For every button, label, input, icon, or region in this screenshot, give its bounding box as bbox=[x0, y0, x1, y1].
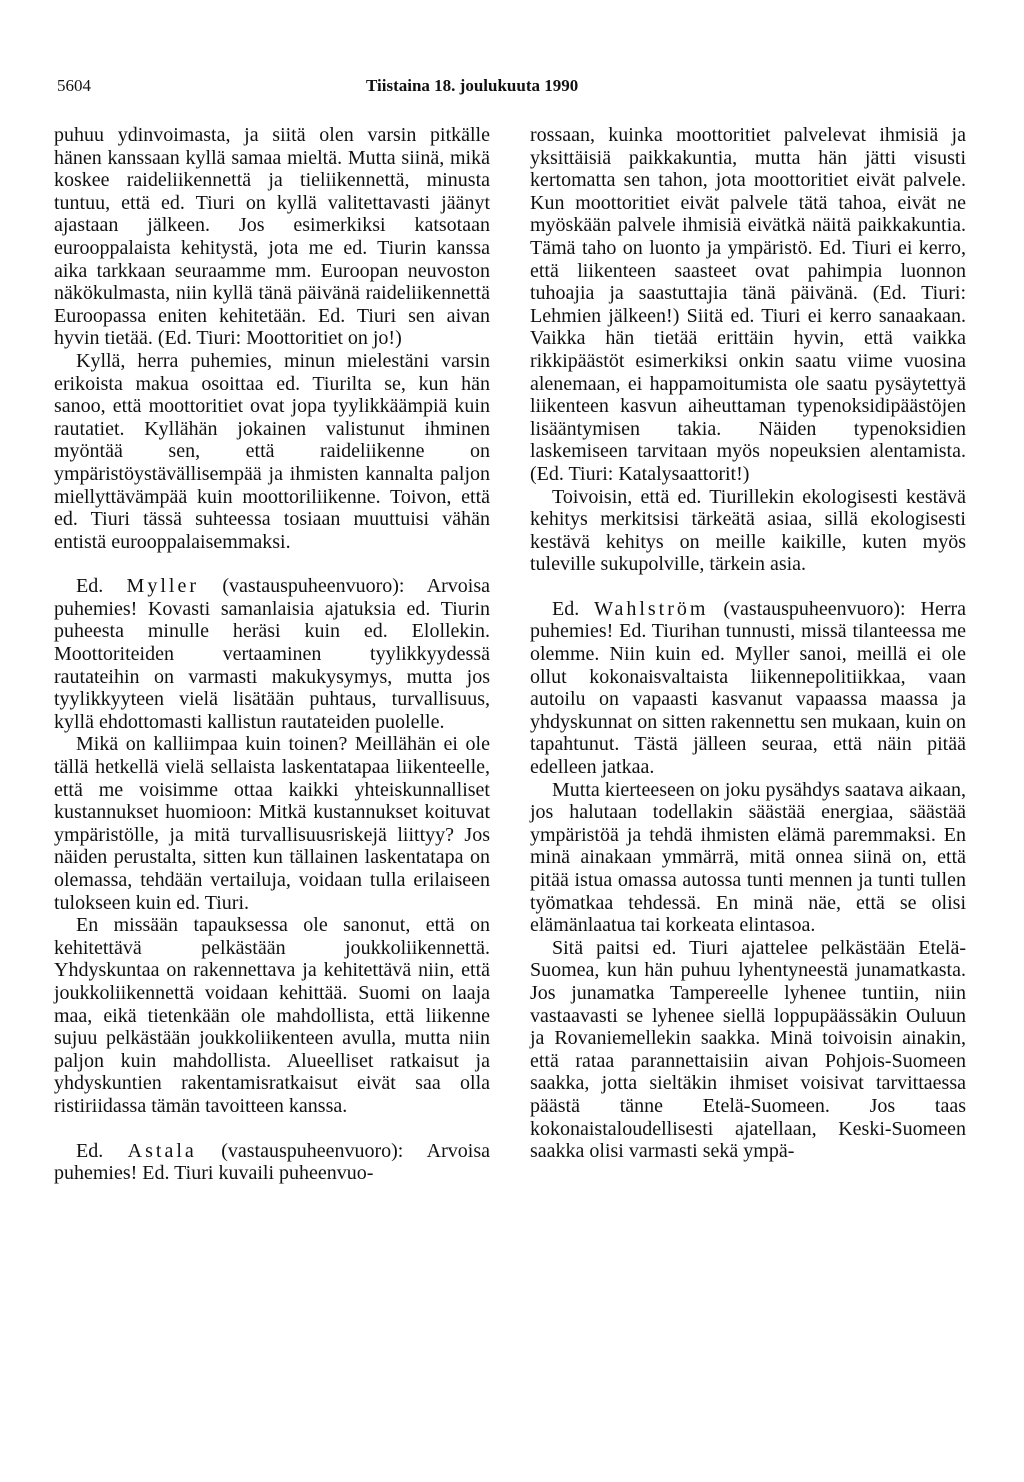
speaker-prefix: Ed. bbox=[552, 597, 580, 620]
page-number: 5604 bbox=[57, 76, 91, 95]
page-header bbox=[0, 76, 1024, 100]
left-paragraph-6 bbox=[54, 1140, 490, 1185]
header-date: Tiistaina 18. joulukuuta 1990 bbox=[366, 76, 579, 95]
speech-text: (vastauspuheenvuoro): Arvoisa puhemies! Ed. Tiuri kuvaili puheenvuo- bbox=[54, 1139, 491, 1185]
left-paragraph-1: puhuu ydinvoimasta, ja siitä olen varsin pitkälle hänen kanssaan kyllä samaa mieltä. Mutta siinä, mikä koskee raideliikennettä ja tieliikennettä, minusta tuntuu, että ed. Tiuri on kyllä valitettavasti jäänyt ajastaan jälkeen. Jos esimerkiksi katsotaan eurooppalaista kehitystä, jota me ed. Tiurin kanssa aika tarkkaan seuraamme mm. Euroopan neuvoston näkökulmasta, niin kyllä tänä päivänä raideliikennettä Euroopassa eniten kehitetään. Ed. Tiuri sen aivan hyvin tietää. (Ed. Tiuri: Moottoritiet on jo!) bbox=[54, 124, 490, 350]
right-paragraph-5: Sitä paitsi ed. Tiuri ajattelee pelkästään Etelä-Suomea, kun hän puhuu lyhentyneestä junamatkasta. Jos junamatka Tampereelle lyhenee tuntiin, niin vastaavasti se lyhenee siellä loppupäässäkin Ouluun ja Rovaniemellekin saakka. Minä toivoisin ainakin, että rataa parannettaisiin aivan Pohjois-Suomeen saakka, jotta sieltäkin ihmiset voisivat tarvittaessa päästä tänne Etelä-Suomeen. Jos taas kokonaistaloudellisesti ajatellaan, Keski-Suomeen saakka olisi varmasti sekä ympä- bbox=[530, 936, 966, 1163]
right-column bbox=[530, 124, 966, 1163]
right-paragraph-4: Mutta kierteeseen on joku pysähdys saatava aikaan, jos halutaan todellakin säästää energiaa, säästää ympäristöä ja tehdä ihmisten elämä paremmaksi. En minä ainakaan ymmärrä, mitä onnea siinä on, että pitää istua omassa autossa tunti mennen ja tunti tullen työmatkaa tehdessä. En minä näe, että se olisi elämänlaatua tai korkeata elintasoa. bbox=[530, 778, 966, 937]
speaker-name-wahlstrom: Wahlström bbox=[594, 597, 709, 620]
speaker-name-myller: Myller bbox=[126, 575, 199, 598]
left-column bbox=[54, 124, 490, 1185]
speaker-prefix: Ed. bbox=[76, 1139, 104, 1162]
speech-text: (vastauspuheenvuoro): Arvoisa puhemies! Kovasti samanlaisia ajatuksia ed. Tiurin puheesta minulle heräsi kuin ed. Elollekin. Moottoriteiden vertaaminen tyylikkyydessä rautateihin on varmasti makukysymys, mutta jos tyylikkyyteen vielä lisätään puhtaus, turvallisuus, kyllä ehdottomasti kallistun rautateiden puolelle. bbox=[54, 575, 491, 733]
right-paragraph-3 bbox=[530, 598, 966, 779]
left-paragraph-5: En missään tapauksessa ole sanonut, että on kehitettävä pelkästään joukkoliikennettä. Yhdyskuntaa on rakennettava ja kehitettävä niin, että joukkoliikennettä voidaan kehittää. Suomi on laaja maa, eikä tietenkään ole mahdollista, että liikenne sujuu pelkästään joukkoliikenteen avulla, mutta niin paljon kuin mahdollista. Alueelliset ratkaisut ja yhdyskuntien rakentamisratkaisut eivät saa olla ristiriidassa tämän tavoitteen kanssa. bbox=[54, 914, 490, 1117]
left-paragraph-2: Kyllä, herra puhemies, minun mielestäni varsin erikoista makua osoittaa ed. Tiurilta se, kun hän sanoo, että moottoritiet ovat jopa tyylikkäämpiä kuin rautatiet. Kyllähän jokainen valistunut ihminen myöntää sen, että raideliikenne on ympäristöystävällisempää ja ihmisten kannalta paljon miellyttävämpää kuin moottoriliikenne. Toivon, että ed. Tiuri tässä suhteessa tosiaan muuttuisi vähän entistä eurooppalaisemmaksi. bbox=[54, 349, 490, 553]
speaker-name-astala: Astala bbox=[127, 1139, 197, 1162]
left-paragraph-4: Mikä on kalliimpaa kuin toinen? Meillähän ei ole tällä hetkellä vielä sellaista laskentatapaa liikenteelle, että me voisimme ottaa kaikki yhteiskunnalliset kustannukset huomioon: Mitkä kustannukset koituvat ympäristölle, ja mitä turvallisuusriskejä liittyy? Jos näiden perustalta, sitten kun tällainen laskentatapa on olemassa, tehdään vertailuja, voidaan tulla erilaiseen tulokseen kuin ed. Tiuri. bbox=[54, 733, 490, 914]
right-paragraph-2: Toivoisin, että ed. Tiurillekin ekologisesti kestävä kehitys merkitsisi tärkeätä asiaa, sillä ekologisesti kestävä kehitys on meille kaikille, kuten myös tuleville sukupolville, tärkein asia. bbox=[530, 485, 966, 576]
right-paragraph-1: rossaan, kuinka moottoritiet palvelevat ihmisiä ja yksittäisiä paikkakuntia, mutta hän jätti visusti kertomatta sen tahon, jota moottoritiet eivät palvele. Kun moottoritiet eivät palvele tätä tahoa, eivät ne myöskään palvele ihmisiä eivätkä näitä paikkakuntia. Tämä taho on luonto ja ympäristö. Ed. Tiuri ei kerro, että liikenteen saasteet ovat pahimpia luonnon tuhoajia ja saastuttajia tänä päivänä. (Ed. Tiuri: Lehmien jälkeen!) Siitä ed. Tiuri ei kerro sanaakaan. Vaikka hän tietää erittäin hyvin, että vaikka rikkipäästöt esimerkiksi onkin saatu viime vuosina alenemaan, ei happamoitumista ole saatu pysäytettyä liikenteen kasvun aiheuttaman typenoksidipäästöjen lisääntymisen takia. Näiden typenoksidien laskemiseen tarvitaan myös nopeuksien alentamista. (Ed. Tiuri: Katalysaattorit!) bbox=[530, 124, 966, 485]
speech-text: (vastauspuheenvuoro): Herra puhemies! Ed. Tiurihan tunnusti, missä tilanteessa me olemme. Niin kuin ed. Myller sanoi, meillä ei ole ollut kokonaisvaltaista liikennepolitiikkaa, vaan autoilu on vapaasti kasvanut vapaassa maassa ja yhdyskunnat on sitten rakennettu sen mukaan, kuin on tapahtunut. Tästä jälleen seuraa, että näin pitää edelleen jatkaa. bbox=[530, 597, 967, 779]
left-paragraph-3 bbox=[54, 575, 490, 733]
speaker-prefix: Ed. bbox=[76, 575, 104, 598]
